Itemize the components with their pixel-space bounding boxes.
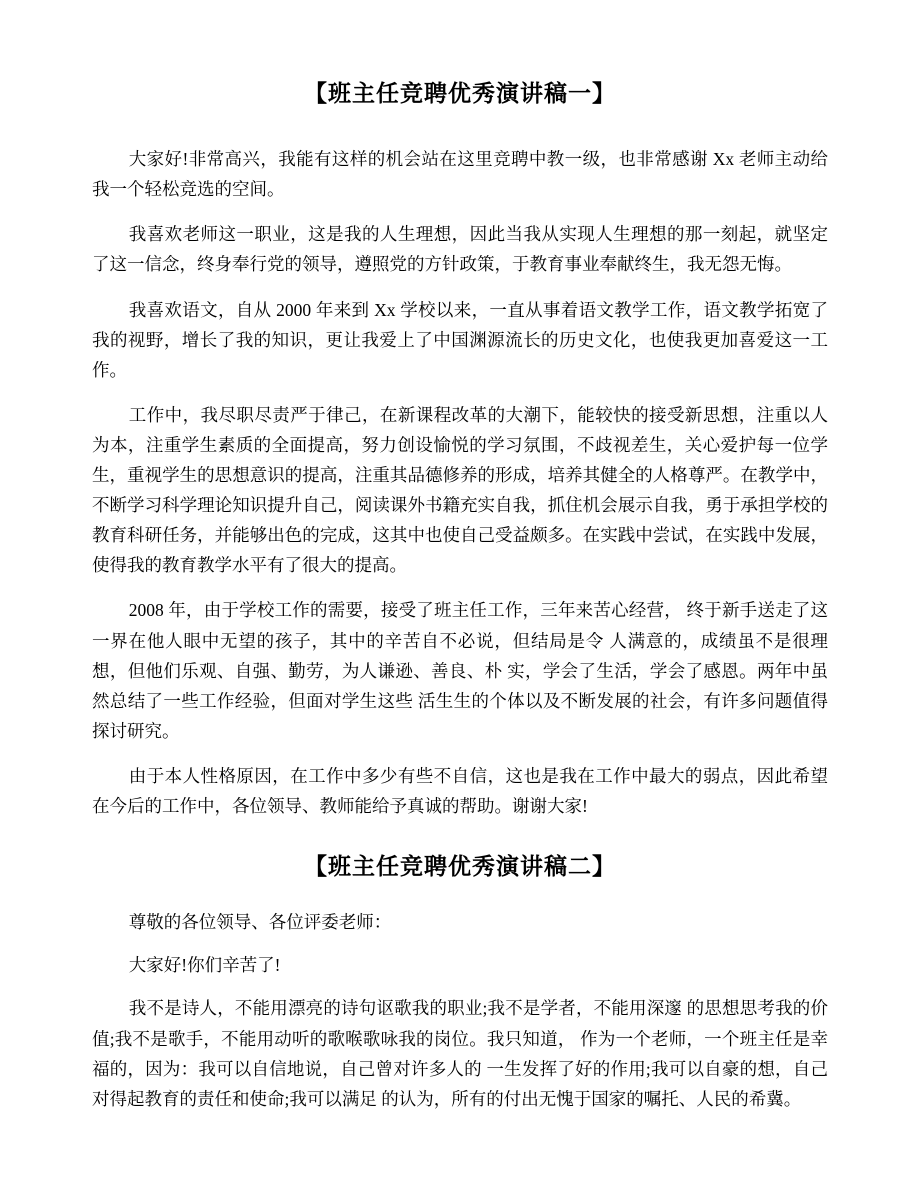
paragraph: 大家好!非常高兴，我能有这样的机会站在这里竞聘中教一级，也非常感谢 Xx 老师主动给我一个轻松竞选的空间。: [92, 149, 828, 200]
page-title-section-one: 【班主任竞聘优秀演讲稿一】: [304, 81, 616, 106]
paragraph: 大家好!你们辛苦了!: [128, 955, 281, 976]
paragraph: 2008 年，由于学校工作的需要，接受了班主任工作，三年来苦心经营， 终于新手送走了这一界在他人眼中无望的孩子，其中的辛苦自不必说，但结局是令 人满意的，成绩虽不是很理想，但他们乐观、自强、勤劳，为人谦逊、善良、朴 实，学会了生活，学会了感恩。两年中虽然总结了一些工作经验，但面对学生这些 活生生的个体以及不断发展的社会，有许多问题值得探讨研究。: [92, 600, 828, 741]
paragraph: 由于本人性格原因，在工作中多少有些不自信，这也是我在工作中最大的弱点，因此希望在今后的工作中，各位领导、教师能给予真诚的帮助。谢谢大家!: [92, 765, 828, 816]
paragraph: 我喜欢老师这一职业，这是我的人生理想，因此当我从实现人生理想的那一刻起，就坚定了这一信念，终身奉行党的领导，遵照党的方针政策，于教育事业奉献终生，我无怨无悔。: [92, 224, 828, 275]
paragraph: 我喜欢语文，自从 2000 年来到 Xx 学校以来，一直从事着语文教学工作，语文教学拓宽了我的视野，增长了我的知识，更让我爱上了中国渊源流长的历史文化，也使我更加喜爱这一工作。: [92, 299, 828, 380]
page-title-section-two: 【班主任竞聘优秀演讲稿二】: [304, 854, 616, 880]
paragraph: 工作中，我尽职尽责严于律己，在新课程改革的大潮下，能较快的接受新思想，注重以人为本，注重学生素质的全面提高，努力创设愉悦的学习氛围，不歧视差生，关心爱护每一位学生，重视学生的思想意识的提高，注重其品德修养的形成，培养其健全的人格尊严。在教学中，不断学习科学理论知识提升自己，阅读课外书籍充实自我，抓住机会展示自我，勇于承担学校的教育科研任务，并能够出色的完成，这其中也使自己受益颇多。在实践中尝试，在实践中发展，使得我的教育教学水平有了很大的提高。: [92, 404, 828, 576]
paragraph: 我不是诗人，不能用漂亮的诗句讴歌我的职业;我不是学者，不能用深邃 的思想思考我的价值;我不是歌手，不能用动听的歌喉歌咏我的岗位。我只知道， 作为一个老师，一个班主任是幸福的，因为：我可以自信地说，自己曾对许多人的 一生发挥了好的作用;我可以自豪的想，自己对得起教育的责任和使命;我可以满足 的认为，所有的付出无愧于国家的嘱托、人民的希冀。: [92, 998, 828, 1109]
paragraph: 尊敬的各位领导、各位评委老师：: [128, 912, 392, 933]
